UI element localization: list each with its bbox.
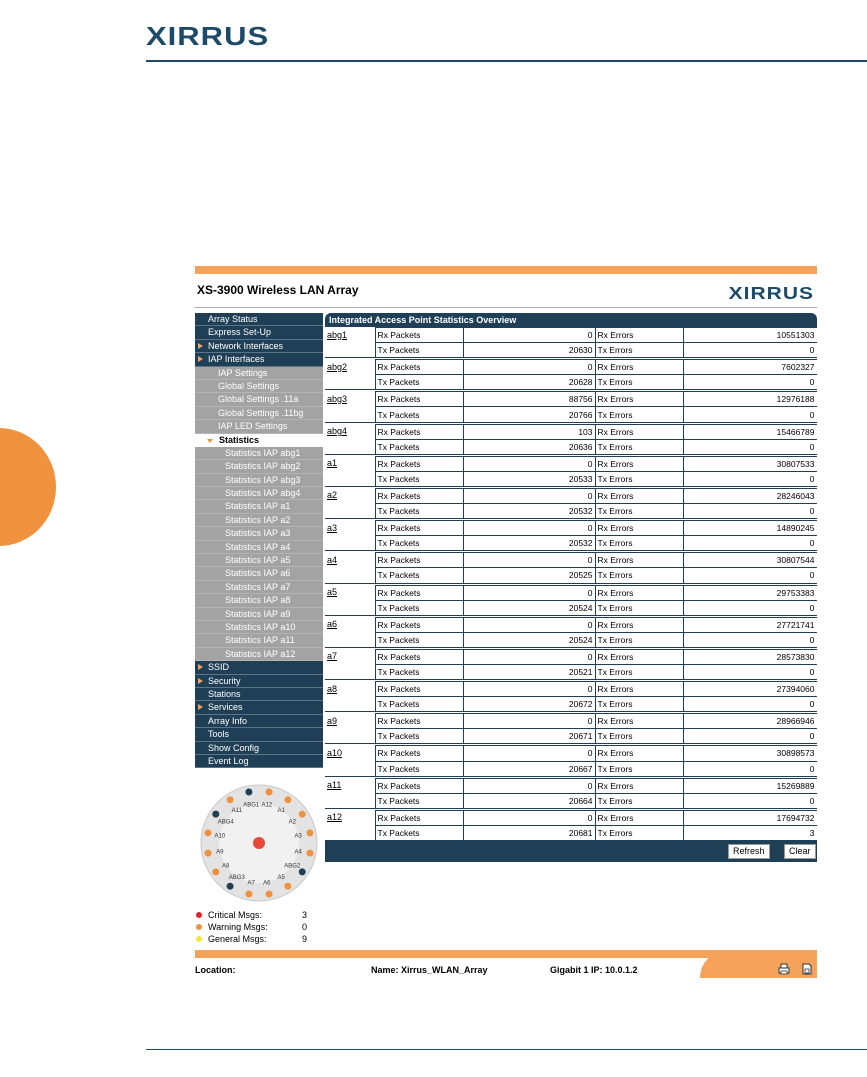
iap-label: A5	[277, 874, 285, 881]
iap-link[interactable]: a5	[327, 587, 338, 597]
tx-errors-label: Tx Errors	[595, 471, 683, 486]
rx-packets-value: 0	[463, 810, 595, 825]
sidebar-item-statistics-iap-a1[interactable]: Statistics IAP a1	[195, 500, 323, 513]
message-count: 9	[302, 934, 308, 944]
rx-packets-value: 0	[463, 328, 595, 343]
tx-errors-label: Tx Errors	[595, 568, 683, 583]
table-row	[325, 793, 817, 808]
iap-link[interactable]: abg3	[327, 393, 348, 404]
table-row	[325, 600, 817, 615]
iap-led-icon	[212, 868, 219, 875]
rx-errors-label: Rx Errors	[595, 521, 683, 536]
tx-errors-label: Tx Errors	[595, 407, 683, 422]
iap-link-cell	[325, 617, 375, 647]
tx-packets-label: Tx Packets	[375, 407, 463, 422]
tx-packets-label: Tx Packets	[375, 793, 463, 808]
tx-errors-value: 0	[683, 664, 817, 679]
rx-packets-value: 0	[463, 360, 595, 375]
rx-errors-label: Rx Errors	[595, 392, 683, 407]
rx-packets-label: Rx Packets	[375, 682, 463, 697]
tx-packets-value: 20533	[463, 471, 595, 486]
tx-errors-label: Tx Errors	[595, 504, 683, 519]
tx-packets-label: Tx Packets	[375, 664, 463, 679]
print-icon[interactable]	[778, 963, 790, 975]
message-label: Critical Msgs:	[208, 910, 263, 920]
rx-errors-value: 15466789	[683, 424, 817, 439]
sidebar-item-statistics[interactable]: Statistics	[195, 434, 323, 447]
iap-led-icon	[205, 829, 212, 836]
tx-packets-value: 20524	[463, 632, 595, 647]
iap-link[interactable]: a10	[327, 747, 343, 758]
tx-errors-value: 0	[683, 471, 817, 486]
rx-packets-value: 0	[463, 649, 595, 664]
rx-packets-value: 103	[463, 424, 595, 439]
iap-led-icon	[227, 796, 234, 803]
tx-errors-value: 0	[683, 407, 817, 422]
tx-packets-label: Tx Packets	[375, 439, 463, 454]
sidebar-item-statistics-iap-a9[interactable]: Statistics IAP a9	[195, 608, 323, 621]
rx-packets-label: Rx Packets	[375, 553, 463, 568]
sidebar-item-iap-interfaces[interactable]: IAP Interfaces	[195, 353, 323, 366]
table-row	[325, 343, 817, 358]
rx-errors-value: 28966946	[683, 714, 817, 729]
save-icon[interactable]	[801, 963, 813, 975]
table-row	[325, 392, 817, 407]
header-divider	[195, 307, 817, 308]
iap-link[interactable]: a7	[327, 651, 338, 662]
tx-errors-label: Tx Errors	[595, 600, 683, 615]
sidebar-item-event-log[interactable]: Event Log	[195, 755, 323, 768]
sidebar-item-statistics-iap-a6[interactable]: Statistics IAP a6	[195, 567, 323, 580]
iap-link-cell	[325, 521, 375, 551]
sidebar-item-security[interactable]: Security	[195, 675, 323, 688]
tx-errors-value: 0	[683, 568, 817, 583]
sidebar-item-express-set-up[interactable]: Express Set-Up	[195, 326, 323, 339]
footer-corner	[700, 950, 817, 978]
tx-errors-value: 0	[683, 504, 817, 519]
panel-title: Integrated Access Point Statistics Overview	[325, 313, 817, 327]
iap-led-icon	[266, 891, 273, 898]
rx-packets-label: Rx Packets	[375, 328, 463, 343]
status-dot-icon	[196, 912, 202, 918]
rx-errors-label: Rx Errors	[595, 328, 683, 343]
sidebar-item-services[interactable]: Services	[195, 701, 323, 714]
iap-link[interactable]: a1	[327, 458, 338, 469]
iap-label: A1	[277, 808, 285, 815]
iap-link-cell	[325, 488, 375, 518]
tx-errors-label: Tx Errors	[595, 793, 683, 808]
sidebar-item-statistics-iap-a4[interactable]: Statistics IAP a4	[195, 541, 323, 554]
tx-packets-value: 20664	[463, 793, 595, 808]
rx-packets-value: 0	[463, 617, 595, 632]
rx-errors-label: Rx Errors	[595, 714, 683, 729]
rx-packets-label: Rx Packets	[375, 360, 463, 375]
tx-packets-value: 20630	[463, 343, 595, 358]
rx-packets-label: Rx Packets	[375, 778, 463, 793]
rx-packets-value: 0	[463, 746, 595, 761]
table-row	[325, 697, 817, 712]
tx-packets-label: Tx Packets	[375, 600, 463, 615]
iap-label: A7	[247, 880, 255, 887]
iap-label: A4	[294, 849, 302, 856]
iap-link-cell	[325, 714, 375, 744]
tx-packets-value: 20681	[463, 825, 595, 840]
rx-errors-value: 7602327	[683, 360, 817, 375]
tx-errors-label: Tx Errors	[595, 664, 683, 679]
message-count-row	[195, 921, 323, 933]
tx-errors-label: Tx Errors	[595, 825, 683, 840]
iap-led-icon	[266, 789, 273, 796]
sidebar-item-global-settings-11a[interactable]: Global Settings .11a	[195, 393, 323, 406]
iap-led-icon	[299, 811, 306, 818]
rx-errors-label: Rx Errors	[595, 617, 683, 632]
iap-led-icon	[212, 811, 219, 818]
message-label: Warning Msgs:	[208, 922, 268, 932]
rx-packets-value: 88756	[463, 392, 595, 407]
iap-label: A9	[216, 849, 224, 856]
sidebar-item-statistics-iap-abg1[interactable]: Statistics IAP abg1	[195, 447, 323, 460]
tx-packets-label: Tx Packets	[375, 697, 463, 712]
sidebar-item-stations[interactable]: Stations	[195, 688, 323, 701]
rx-errors-label: Rx Errors	[595, 746, 683, 761]
rx-errors-value: 27394060	[683, 682, 817, 697]
rx-packets-label: Rx Packets	[375, 810, 463, 825]
stats-panel	[325, 313, 817, 862]
table-row	[325, 664, 817, 679]
tx-packets-value: 20524	[463, 600, 595, 615]
sidebar-item-statistics-iap-a3[interactable]: Statistics IAP a3	[195, 527, 323, 540]
table-row	[325, 360, 817, 375]
stats-table	[325, 327, 817, 841]
tx-packets-value: 20671	[463, 729, 595, 744]
table-row	[325, 617, 817, 632]
rx-errors-label: Rx Errors	[595, 649, 683, 664]
table-row	[325, 729, 817, 744]
rx-packets-value: 0	[463, 682, 595, 697]
iap-led-icon	[284, 883, 291, 890]
rx-errors-value: 30807544	[683, 553, 817, 568]
tx-errors-value: 0	[683, 697, 817, 712]
iap-led-icon	[227, 883, 234, 890]
tx-packets-value: 20672	[463, 697, 595, 712]
sidebar-item-show-config[interactable]: Show Config	[195, 742, 323, 755]
iap-link[interactable]: abg4	[327, 426, 348, 437]
iap-link-cell	[325, 682, 375, 712]
iap-label: ABG4	[217, 819, 234, 826]
tx-packets-label: Tx Packets	[375, 568, 463, 583]
rx-packets-value: 0	[463, 714, 595, 729]
document-footer-rule	[146, 1049, 867, 1050]
tx-errors-value: 0	[683, 793, 817, 808]
iap-link[interactable]: abg1	[327, 329, 348, 340]
rx-errors-value: 30807533	[683, 456, 817, 471]
iap-link-cell	[325, 553, 375, 583]
rx-packets-label: Rx Packets	[375, 424, 463, 439]
tx-packets-label: Tx Packets	[375, 729, 463, 744]
app-window	[195, 266, 817, 978]
iap-link-cell	[325, 360, 375, 390]
rx-errors-label: Rx Errors	[595, 682, 683, 697]
table-row	[325, 810, 817, 825]
table-row	[325, 778, 817, 793]
message-count: 3	[302, 910, 308, 920]
tx-packets-value: 20636	[463, 439, 595, 454]
tx-errors-value: 0	[683, 600, 817, 615]
rx-errors-value: 28246043	[683, 488, 817, 503]
tx-packets-value: 20532	[463, 536, 595, 551]
iap-link-cell	[325, 585, 375, 615]
iap-label: ABG2	[284, 863, 301, 870]
tx-packets-label: Tx Packets	[375, 825, 463, 840]
tx-packets-value: 20628	[463, 375, 595, 390]
sidebar-item-iap-led-settings[interactable]: IAP LED Settings	[195, 420, 323, 433]
iap-link[interactable]: abg2	[327, 361, 348, 372]
clear-button[interactable]: Clear	[784, 844, 816, 859]
sidebar-item-statistics-iap-abg3[interactable]: Statistics IAP abg3	[195, 474, 323, 487]
rx-errors-value: 29753383	[683, 585, 817, 600]
array-diagram	[195, 783, 323, 903]
table-row	[325, 761, 817, 776]
sidebar-item-statistics-iap-a11[interactable]: Statistics IAP a11	[195, 634, 323, 647]
rx-packets-value: 0	[463, 553, 595, 568]
tx-errors-value: 0	[683, 761, 817, 776]
sidebar-item-array-status[interactable]: Array Status	[195, 313, 323, 326]
sidebar-nav	[195, 313, 323, 768]
iap-label: A10	[214, 833, 226, 840]
rx-errors-label: Rx Errors	[595, 553, 683, 568]
sidebar-item-ssid[interactable]: SSID	[195, 661, 323, 674]
rx-errors-label: Rx Errors	[595, 810, 683, 825]
sidebar-item-global-settings-11bg[interactable]: Global Settings .11bg	[195, 407, 323, 420]
panel-footer	[325, 841, 817, 862]
iap-link-cell	[325, 810, 375, 840]
rx-errors-value: 28573830	[683, 649, 817, 664]
tx-errors-label: Tx Errors	[595, 439, 683, 454]
tx-errors-value: 0	[683, 536, 817, 551]
iap-label: A3	[294, 833, 302, 840]
table-row	[325, 553, 817, 568]
tx-packets-value: 20525	[463, 568, 595, 583]
iap-led-icon	[245, 891, 252, 898]
tx-packets-value: 20521	[463, 664, 595, 679]
page-title: XS-3900 Wireless LAN Array	[197, 283, 359, 297]
table-row	[325, 521, 817, 536]
iap-led-icon	[307, 829, 314, 836]
tx-errors-label: Tx Errors	[595, 729, 683, 744]
sidebar-item-network-interfaces[interactable]: Network Interfaces	[195, 340, 323, 353]
tx-errors-label: Tx Errors	[595, 632, 683, 647]
iap-label: ABG3	[228, 874, 245, 881]
message-label: General Msgs:	[208, 934, 267, 944]
tx-errors-label: Tx Errors	[595, 343, 683, 358]
refresh-button[interactable]: Refresh	[728, 844, 770, 859]
iap-link[interactable]: a11	[327, 780, 342, 791]
tx-errors-value: 0	[683, 439, 817, 454]
chapter-tab	[0, 428, 56, 546]
rx-packets-value: 0	[463, 585, 595, 600]
iap-led-icon	[284, 796, 291, 803]
app-top-bar	[195, 266, 817, 274]
document-header-rule	[146, 60, 867, 62]
table-row	[325, 825, 817, 840]
rx-packets-label: Rx Packets	[375, 585, 463, 600]
iap-link-cell	[325, 456, 375, 486]
tx-packets-label: Tx Packets	[375, 471, 463, 486]
tx-packets-label: Tx Packets	[375, 504, 463, 519]
tx-packets-label: Tx Packets	[375, 343, 463, 358]
rx-errors-label: Rx Errors	[595, 424, 683, 439]
status-dot-icon	[196, 924, 202, 930]
tx-errors-value: 0	[683, 632, 817, 647]
sidebar-item-statistics-iap-a8[interactable]: Statistics IAP a8	[195, 594, 323, 607]
iap-label: A6	[263, 880, 271, 887]
table-row	[325, 682, 817, 697]
iap-link[interactable]: a2	[327, 490, 338, 501]
rx-packets-label: Rx Packets	[375, 392, 463, 407]
tx-errors-label: Tx Errors	[595, 697, 683, 712]
tx-errors-value: 0	[683, 375, 817, 390]
array-center-icon	[253, 837, 265, 849]
tx-packets-label: Tx Packets	[375, 375, 463, 390]
iap-link[interactable]: a8	[327, 683, 338, 694]
table-row	[325, 632, 817, 647]
status-dot-icon	[196, 936, 202, 942]
iap-label: A2	[288, 819, 296, 826]
tx-errors-label: Tx Errors	[595, 536, 683, 551]
iap-link[interactable]: a9	[327, 715, 338, 726]
iap-led-icon	[205, 850, 212, 857]
tx-packets-value: 20766	[463, 407, 595, 422]
rx-errors-value: 14890245	[683, 521, 817, 536]
sidebar-item-global-settings[interactable]: Global Settings	[195, 380, 323, 393]
iap-link[interactable]: a6	[327, 619, 338, 630]
sidebar-item-statistics-iap-a12[interactable]: Statistics IAP a12	[195, 648, 323, 661]
table-row	[325, 471, 817, 486]
rx-packets-value: 0	[463, 778, 595, 793]
table-row	[325, 375, 817, 390]
table-row	[325, 649, 817, 664]
rx-errors-value: 10551303	[683, 328, 817, 343]
tx-errors-value: 0	[683, 729, 817, 744]
rx-errors-label: Rx Errors	[595, 456, 683, 471]
iap-link-cell	[325, 746, 375, 776]
rx-packets-label: Rx Packets	[375, 521, 463, 536]
sidebar-item-iap-settings[interactable]: IAP Settings	[195, 367, 323, 380]
iap-link[interactable]: a4	[327, 554, 338, 565]
tx-packets-value: 20532	[463, 504, 595, 519]
table-row	[325, 568, 817, 583]
iap-link-cell	[325, 424, 375, 454]
rx-packets-label: Rx Packets	[375, 714, 463, 729]
table-row	[325, 504, 817, 519]
table-row	[325, 714, 817, 729]
rx-packets-label: Rx Packets	[375, 617, 463, 632]
sidebar-item-tools[interactable]: Tools	[195, 728, 323, 741]
table-row	[325, 488, 817, 503]
table-row	[325, 746, 817, 761]
sidebar-item-statistics-iap-a10[interactable]: Statistics IAP a10	[195, 621, 323, 634]
table-row	[325, 456, 817, 471]
location-label: Location:	[195, 965, 236, 975]
rx-errors-value: 12976188	[683, 392, 817, 407]
rx-packets-label: Rx Packets	[375, 456, 463, 471]
rx-errors-label: Rx Errors	[595, 585, 683, 600]
iap-link-cell	[325, 649, 375, 679]
table-row	[325, 585, 817, 600]
iap-label: A12	[261, 802, 273, 809]
table-row	[325, 536, 817, 551]
array-name: Name: Xirrus_WLAN_Array	[371, 965, 488, 975]
message-count: 0	[302, 922, 308, 932]
rx-errors-value: 30898573	[683, 746, 817, 761]
rx-packets-value: 0	[463, 521, 595, 536]
sidebar-item-array-info[interactable]: Array Info	[195, 715, 323, 728]
tx-packets-label: Tx Packets	[375, 536, 463, 551]
table-row	[325, 407, 817, 422]
iap-label: A11	[231, 808, 242, 815]
iap-led-icon	[307, 850, 314, 857]
tx-errors-value: 3	[683, 825, 817, 840]
rx-errors-value: 27721741	[683, 617, 817, 632]
tx-errors-label: Tx Errors	[595, 375, 683, 390]
sidebar-item-statistics-iap-a2[interactable]: Statistics IAP a2	[195, 514, 323, 527]
rx-errors-label: Rx Errors	[595, 360, 683, 375]
table-row	[325, 439, 817, 454]
document-logo: XIRRUS	[146, 21, 270, 51]
table-row	[325, 328, 817, 343]
iap-label: ABG1	[243, 802, 260, 809]
tx-packets-label: Tx Packets	[375, 632, 463, 647]
rx-packets-value: 0	[463, 456, 595, 471]
tx-errors-value: 0	[683, 343, 817, 358]
rx-errors-value: 17694732	[683, 810, 817, 825]
tx-packets-label: Tx Packets	[375, 761, 463, 776]
gigabit-ip: Gigabit 1 IP: 10.0.1.2	[550, 965, 638, 975]
iap-label: A8	[222, 863, 230, 870]
iap-link-cell	[325, 778, 375, 808]
iap-link-cell	[325, 392, 375, 422]
table-row	[325, 424, 817, 439]
iap-led-icon	[245, 789, 252, 796]
message-count-row	[195, 933, 323, 945]
status-footer	[195, 950, 817, 978]
rx-packets-value: 0	[463, 488, 595, 503]
message-count-row	[195, 909, 323, 921]
rx-errors-label: Rx Errors	[595, 778, 683, 793]
tx-packets-value: 20667	[463, 761, 595, 776]
sidebar-item-statistics-iap-abg4[interactable]: Statistics IAP abg4	[195, 487, 323, 500]
sidebar-item-statistics-iap-a5[interactable]: Statistics IAP a5	[195, 554, 323, 567]
message-summary	[195, 909, 323, 945]
app-logo: XIRRUS	[728, 283, 814, 304]
tx-errors-label: Tx Errors	[595, 761, 683, 776]
iap-link-cell	[325, 328, 375, 358]
iap-link[interactable]: a3	[327, 522, 338, 533]
rx-packets-label: Rx Packets	[375, 649, 463, 664]
rx-errors-label: Rx Errors	[595, 488, 683, 503]
iap-link[interactable]: a12	[327, 812, 343, 823]
rx-packets-label: Rx Packets	[375, 746, 463, 761]
sidebar-item-statistics-iap-a7[interactable]: Statistics IAP a7	[195, 581, 323, 594]
rx-packets-label: Rx Packets	[375, 488, 463, 503]
sidebar-item-statistics-iap-abg2[interactable]: Statistics IAP abg2	[195, 460, 323, 473]
rx-errors-value: 15269889	[683, 778, 817, 793]
